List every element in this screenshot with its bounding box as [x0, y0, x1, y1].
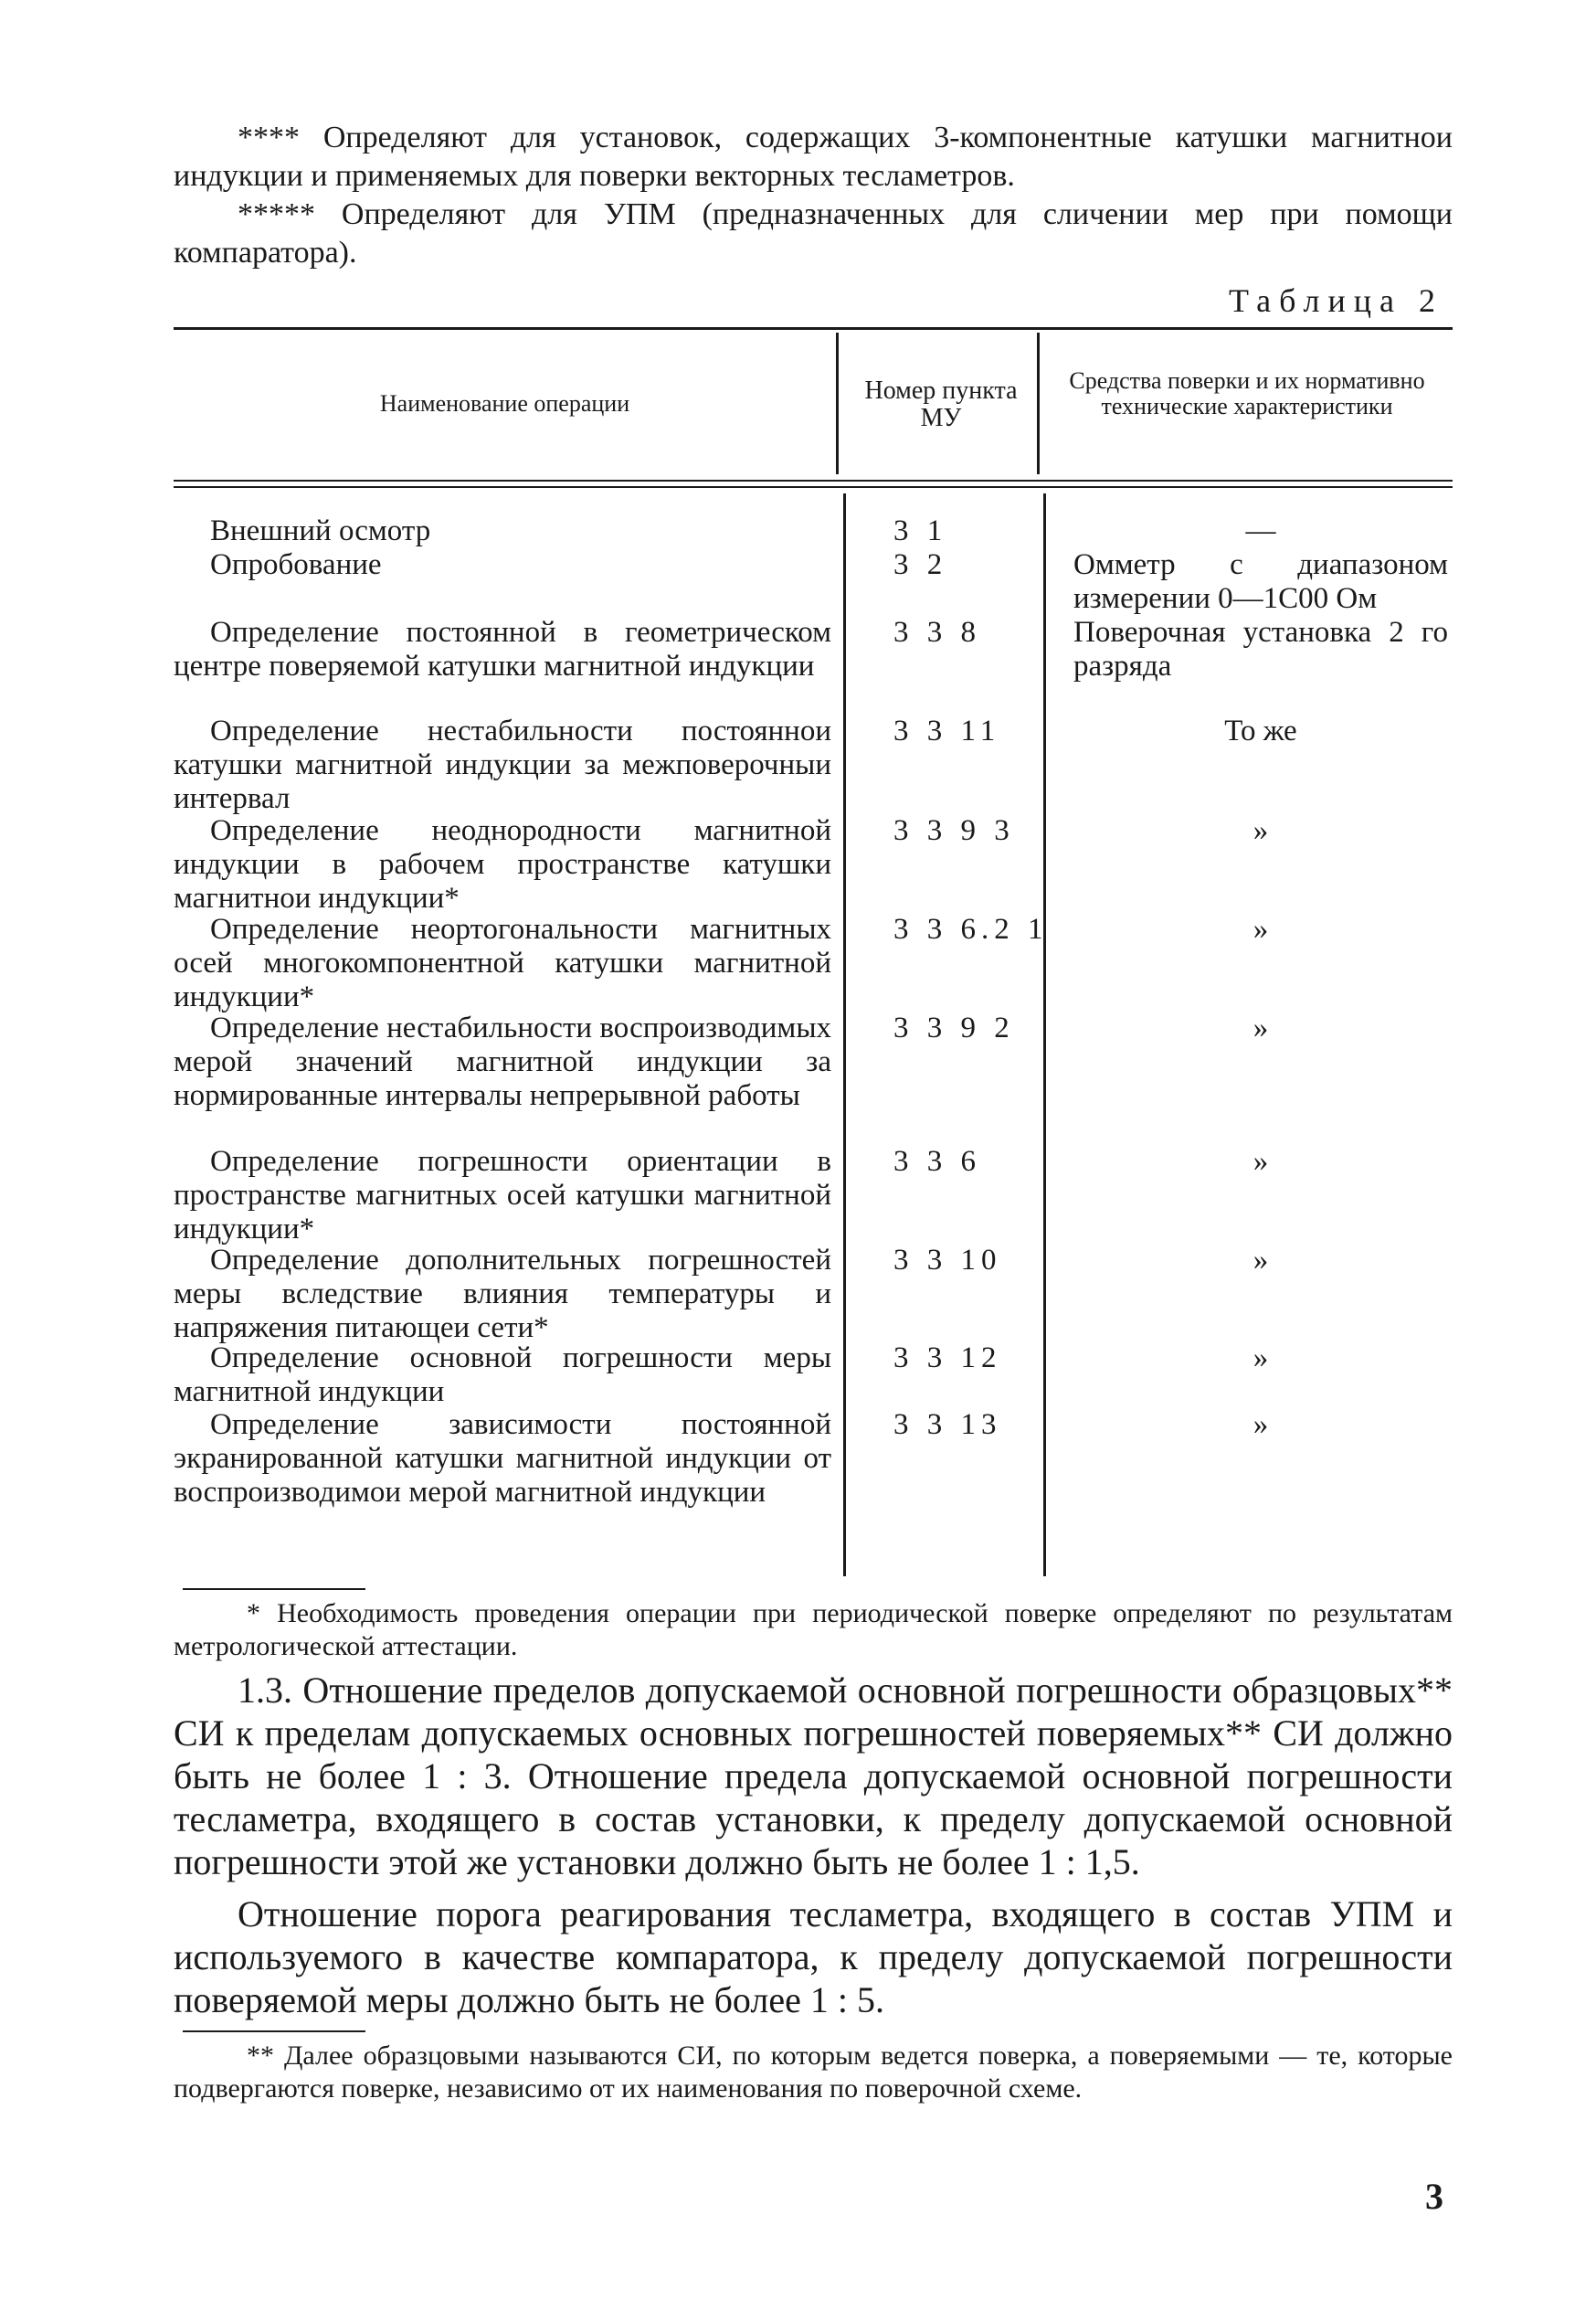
header-item-number: Номер пункта МУ	[864, 376, 1018, 432]
footnote-separator	[183, 1588, 365, 1590]
bottom-footnote-separator	[183, 2030, 365, 2032]
header-tools: Средства поверки и их нормативно технические характеристики	[1069, 367, 1425, 419]
row-1-number: 3 1	[893, 514, 948, 547]
header-operation: Наименование операции	[379, 390, 630, 417]
row-11-number: 3 3 13	[893, 1408, 1002, 1441]
top-footnotes	[174, 119, 1453, 272]
row-11-operation: Определение зависимости постоянной экранированной катушки магнитной индукции от воспроизводимои мерой магнитной индукции	[174, 1408, 831, 1509]
header-vline-2	[1037, 333, 1040, 474]
row-2-operation: Опробование	[210, 548, 382, 581]
row-6-number: 3 3 6.2 1	[893, 913, 1049, 946]
row-11-tools: »	[1252, 1408, 1269, 1441]
row-5-tools: »	[1252, 814, 1269, 847]
table-top-rule	[174, 327, 1453, 330]
row-7-number: 3 3 9 2	[893, 1012, 1015, 1044]
footnote-four-stars: **** Определяют для установок, содержащих 3-компонентные катушки магнитнои индукции и применяемых для поверки векторных тесламетров.	[174, 121, 1453, 193]
row-4-operation: Определение нестабильности постояннои катушки магнитной индукции за межповерочныи интервал	[174, 715, 831, 815]
row-3-number: 3 3 8	[893, 616, 981, 649]
row-10-operation: Определение основной погрешности меры магнитной индукции	[174, 1341, 831, 1408]
row-9-operation: Определение дополнительных погрешностей меры вследствие влияния температуры и напряжения питающеи сети*	[174, 1244, 831, 1344]
row-7-operation: Определение нестабильности воспроизводимых мерой значений магнитной индукции за нормированные интервалы непрерывной работы	[174, 1012, 831, 1112]
row-8-number: 3 3 6	[893, 1145, 981, 1178]
row-6-operation: Определение неортогональности магнитных осей многокомпонентной катушки магнитной индукции*	[174, 913, 831, 1013]
row-4-tools: То же	[1224, 715, 1297, 747]
row-10-tools: »	[1252, 1341, 1269, 1374]
footnote-five-stars: ***** Определяют для УПМ (предназначенных для сличении мер при помощи компаратора).	[174, 197, 1453, 270]
bottom-footnote: ** Далее образцовыми называются СИ, по которым ведется поверка, а поверяемыми — те, которые подвергаются поверке, независимо от их наименования по поверочной схеме.	[174, 2040, 1453, 2104]
table-footnote: * Необходимость проведения операции при периодической поверке определяют по результатам метрологической аттестации.	[174, 1598, 1453, 1661]
row-5-operation: Определение неоднородности магнитной индукции в рабочем пространстве катушки магнитнои индукции*	[174, 814, 831, 915]
row-1-tools: —	[1245, 514, 1276, 547]
table-footnote-block	[174, 1597, 1453, 1663]
row-9-number: 3 3 10	[893, 1244, 1002, 1277]
operations-table	[174, 327, 1453, 1588]
row-10-number: 3 3 12	[893, 1341, 1002, 1374]
table-header-rule-2	[174, 486, 1453, 488]
table-header-rule-1	[174, 480, 1453, 482]
row-8-tools: »	[1252, 1145, 1269, 1178]
header-vline-1	[836, 333, 839, 474]
bottom-footnote-block	[174, 2040, 1453, 2105]
row-8-operation: Определение погрешности ориентации в пространстве магнитных осей катушки магнитной индукции*	[174, 1145, 831, 1245]
table-caption: Таблица 2	[1229, 282, 1443, 319]
row-2-tools: Омметр с диапазоном измерении 0—1С00 Ом	[1073, 548, 1448, 615]
row-3-tools: Поверочная установка 2 го разряда	[1073, 616, 1448, 683]
page-number: 3	[1425, 2176, 1443, 2217]
paragraph-1-3: 1.3. Отношение пределов допускаемой основной погрешности образцовых** СИ к пределам допускаемых основных погрешностей поверяемых** СИ должно быть не более 1 : 3. Отношение предела допускаемой основной погрешности тесламетра, входящего в состав установки, к пределу допускаемой основной погрешности этой же установки должно быть не более 1 : 1,5.	[174, 1669, 1453, 1882]
row-5-number: 3 3 9 3	[893, 814, 1015, 847]
row-3-operation: Определение постоянной в геометрическом центре поверяемой катушки магнитной индукции	[174, 616, 831, 683]
body-text	[174, 1669, 1453, 2021]
paragraph-threshold: Отношение порога реагирования тесламетра, входящего в состав УПМ и используемого в качестве компаратора, к пределу допускаемой погрешности поверяемой меры должно быть не более 1 : 5.	[174, 1893, 1453, 2020]
row-7-tools: »	[1252, 1012, 1269, 1044]
row-2-number: 3 2	[893, 548, 948, 581]
row-9-tools: »	[1252, 1244, 1269, 1277]
row-4-number: 3 3 11	[893, 715, 1001, 747]
row-6-tools: »	[1252, 913, 1269, 946]
body-vline-1	[843, 493, 846, 1576]
row-1-operation: Внешний осмотр	[210, 514, 431, 547]
document-page	[174, 119, 1453, 2105]
